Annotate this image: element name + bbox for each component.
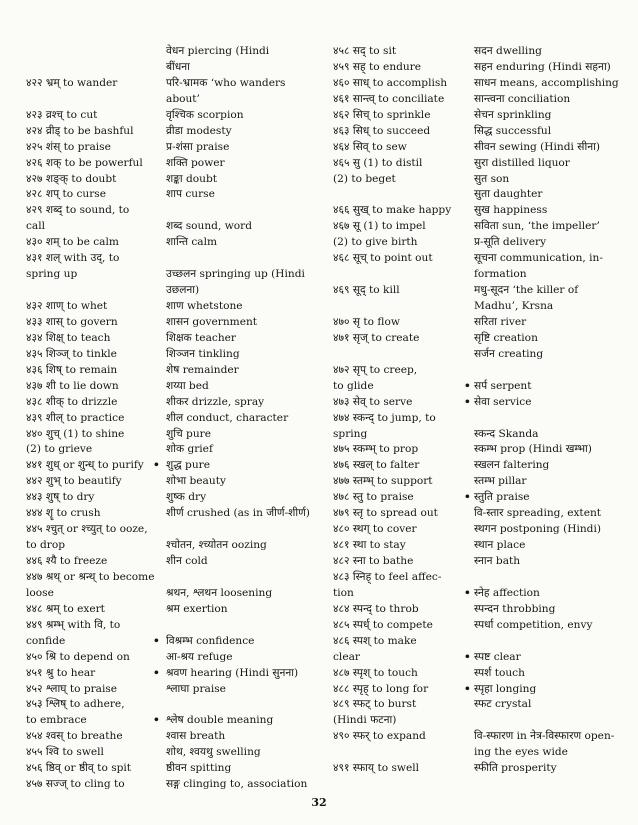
entry-root: ४५१ श्रु to hear [26, 666, 96, 679]
entry-row [26, 474, 318, 490]
entry-row [333, 251, 633, 267]
entry-derivative: श्वास breath [166, 730, 226, 743]
entry-row [333, 586, 633, 602]
entry-root: ४७१ सृज् to create [333, 331, 420, 344]
entry-row [333, 745, 633, 761]
entry-row [26, 427, 318, 443]
entry-derivative: शाण whetstone [166, 300, 243, 312]
entry-root: call [26, 220, 46, 233]
entry-row [26, 697, 318, 713]
entry-root: ४२७ शङ्क् to doubt [26, 172, 117, 185]
entry-derivative: शब्द sound, word [166, 220, 252, 233]
entry-root: ४४५ श्चुत् or श्च्युत् to ooze, [26, 523, 148, 536]
entry-derivative: शङ्का doubt [166, 172, 218, 185]
entry-root: ४३५ शिञ्ज् to tinkle [26, 347, 117, 360]
entry-root: to embrace [26, 714, 87, 727]
entry-row [333, 506, 633, 522]
entry-row [26, 379, 318, 395]
entry-bullet-mark: • [464, 650, 471, 663]
entry-bullet-mark: • [464, 395, 471, 408]
entry-row [333, 602, 633, 618]
entry-root: ४८१ स्था to stay [333, 539, 406, 552]
entry-row [333, 44, 633, 60]
entry-row [26, 203, 318, 219]
entry-derivative: सुता daughter [474, 188, 543, 201]
entry-row [26, 634, 318, 650]
entry-derivative: सूचना communication, in- [474, 252, 603, 265]
entry-root: ४८२ स्ना to bathe [333, 555, 414, 567]
entry-row [26, 283, 318, 299]
entry-row [26, 315, 318, 331]
entry-root: ४४४ शॄ to crush [26, 507, 101, 520]
entry-root: ४६७ सू (1) to impel [333, 220, 426, 233]
entry-derivative: व्रीडा modesty [166, 124, 232, 137]
entry-root: ४९० स्फर् to expand [333, 730, 426, 743]
entry-derivative: शोभा beauty [166, 475, 226, 488]
entry-row [26, 363, 318, 379]
entry-derivative: परि-भ्रामक ‘who wanders [166, 76, 286, 89]
entry-root: ४५५ श्वि to swell [26, 746, 104, 759]
entry-derivative: वि-स्तार spreading, extent [474, 507, 602, 520]
entry-derivative: श्लाघा praise [166, 682, 226, 695]
entry-row [26, 618, 318, 634]
entry-row [26, 92, 318, 108]
entry-row [333, 108, 633, 124]
entry-row [333, 761, 633, 777]
entry-derivative: श्रथन, श्लथन loosening [166, 586, 273, 599]
entry-root: loose [26, 586, 54, 599]
entry-derivative: स्पष्ट clear [474, 650, 521, 663]
entry-root: (Hindi फटना) [333, 714, 397, 727]
entry-row [333, 538, 633, 554]
entry-derivative: उच्छलन springing up (Hindi [166, 268, 305, 281]
entry-derivative: ing the eyes wide [474, 746, 568, 759]
entry-root: ४२२ भ्रम् to wander [26, 76, 118, 89]
entry-derivative: सुत son [474, 172, 510, 185]
entry-root: ४६९ सूद् to kill [333, 284, 400, 297]
page-number: 32 [311, 796, 327, 809]
entry-root: ४८६ स्पश् to make [333, 634, 417, 647]
entry-root: ४४८ श्रम् to exert [26, 602, 105, 615]
entry-root: ४४० शुच् (1) to shine [26, 427, 125, 440]
entry-derivative: श्रवण hearing (Hindi सुनना) [166, 666, 299, 679]
entry-derivative: श्रम exertion [166, 602, 228, 615]
entry-derivative: स्पन्दन throbbing [474, 602, 556, 615]
entry-root: ४४३ शुष् to dry [26, 491, 95, 504]
entry-derivative: about’ [166, 92, 200, 105]
entry-root: ४७६ स्खल् to falter [333, 459, 420, 472]
entry-derivative: सेवा service [474, 395, 532, 408]
entry-bullet-mark: • [153, 634, 160, 647]
entry-row [333, 299, 633, 315]
entry-bullet-mark: • [464, 491, 471, 504]
entry-derivative: सान्त्वना conciliation [474, 92, 571, 105]
entry-derivative: शुद्ध pure [166, 459, 210, 472]
entry-row [333, 187, 633, 203]
entry-root: ४८० स्थग् to cover [333, 523, 417, 536]
entry-row [26, 60, 318, 76]
entry-row [26, 219, 318, 235]
entry-row [333, 650, 633, 666]
entry-row [333, 427, 633, 443]
entry-root: confide [26, 634, 66, 647]
entry-row [333, 156, 633, 172]
entry-derivative: स्खलन faltering [474, 459, 550, 472]
entry-derivative: सविता sun, ‘the impeller’ [474, 220, 600, 233]
entry-root: ४७७ स्तम्भ् to support [333, 475, 433, 488]
entry-root: ४७० सृ to flow [333, 315, 400, 328]
entry-row [26, 347, 318, 363]
entry-row [333, 283, 633, 299]
entry-root: spring [333, 427, 368, 440]
entry-row [26, 442, 318, 458]
entry-derivative: स्नेह affection [474, 586, 540, 599]
entry-derivative: शुचि pure [166, 427, 211, 440]
entry-derivative: प्र-सूति delivery [474, 236, 547, 249]
entry-root: ४२९ शब्द् to sound, to [26, 204, 130, 217]
entry-row [26, 745, 318, 761]
entry-row [26, 156, 318, 172]
entry-derivative: मधु-सूदन ‘the killer of [474, 284, 579, 297]
entry-root: ४४७ श्रथ् or श्रन्थ् to become [26, 570, 155, 583]
entry-derivative: आ-श्रय refuge [166, 650, 233, 663]
entry-derivative: सर्जन creating [474, 347, 544, 360]
entry-row [333, 554, 633, 570]
entry-bullet-mark: • [464, 379, 471, 392]
entry-row [333, 570, 633, 586]
entry-derivative: स्नान bath [474, 555, 521, 567]
entry-row [26, 602, 318, 618]
entry-derivative: शाप curse [166, 188, 215, 201]
entry-derivative: विश्रम्भ confidence [166, 634, 255, 647]
entry-derivative: सुख happiness [474, 204, 548, 217]
entry-root: ४२३ व्रश्च् to cut [26, 108, 98, 121]
entry-row [26, 187, 318, 203]
entry-root: tion [333, 586, 354, 599]
entry-derivative: Madhu’, Krsna [474, 300, 554, 312]
entry-root: ४५२ श्लाघ् to praise [26, 682, 118, 695]
entry-root: ४६६ सुख् to make happy [333, 204, 452, 217]
right-column [333, 44, 633, 777]
entry-root: ४५६ ष्ठिव् or ष्ठीव् to spit [26, 762, 132, 775]
entry-root: ४८८ स्पृह् to long for [333, 682, 429, 695]
entry-derivative: सुरा distilled liquor [474, 156, 570, 169]
entry-row [333, 697, 633, 713]
entry-derivative: वि-स्फारण in नेत्र-विस्फारण open- [474, 730, 615, 743]
entry-root: ४६८ सूच् to point out [333, 252, 433, 265]
entry-row [26, 331, 318, 347]
entry-derivative: सङ्ग clinging to, association [166, 778, 308, 791]
entry-derivative: स्पृहा longing [474, 682, 537, 695]
entry-derivative: वृश्चिक scorpion [166, 108, 244, 121]
entry-root: ४५३ श्लिष् to adhere, [26, 698, 125, 711]
entry-root: ४७२ सृप् to creep, [333, 363, 418, 376]
entry-row [26, 522, 318, 538]
entry-root: ४६४ सिव् to sew [333, 140, 407, 153]
entry-row [26, 76, 318, 92]
entry-row [333, 315, 633, 331]
entry-root: ४३७ शी to lie down [26, 379, 119, 392]
entry-row [26, 124, 318, 140]
entry-derivative: वेधन piercing (Hindi [166, 45, 270, 57]
entry-root: ४६२ सिच् to sprinkle [333, 108, 431, 121]
entry-derivative: बींधना [166, 60, 190, 73]
entry-row [26, 713, 318, 729]
entry-root: ४४२ शुभ् to beautify [26, 475, 122, 488]
entry-root: ४५९ सह् to endure [333, 60, 422, 73]
entry-row [26, 682, 318, 698]
entry-derivative: शोक grief [166, 443, 213, 456]
entry-derivative: स्थान place [474, 539, 526, 552]
entry-derivative: श्चोतन, श्च्योतन oozing [166, 539, 267, 552]
entry-root: ४३३ शास् to govern [26, 315, 118, 328]
entry-row [26, 108, 318, 124]
entry-root: ४२५ शंस् to praise [26, 140, 111, 153]
entry-row [26, 666, 318, 682]
entry-derivative: formation [474, 268, 527, 281]
entry-root: ४७३ सेव् to serve [333, 395, 413, 408]
entry-row [26, 777, 318, 793]
entry-row [333, 140, 633, 156]
entry-derivative: शीन cold [166, 555, 208, 567]
entry-row [333, 235, 633, 251]
entry-row [333, 379, 633, 395]
entry-root: (2) to give birth [333, 236, 418, 249]
entry-row [333, 474, 633, 490]
entry-root: ४३२ शाण् to whet [26, 300, 108, 312]
entry-derivative: स्फट crystal [474, 698, 532, 711]
entry-derivative: शुष्क dry [166, 491, 207, 504]
entry-derivative: शय्या bed [166, 379, 209, 392]
entry-derivative: सर्प serpent [474, 379, 532, 392]
entry-derivative: स्थगन postponing (Hindi) [474, 523, 601, 536]
entry-root: (2) to grieve [26, 443, 93, 456]
entry-row [333, 411, 633, 427]
entry-row [333, 442, 633, 458]
entry-row [333, 92, 633, 108]
entry-row [333, 331, 633, 347]
entry-row [26, 172, 318, 188]
entry-root: ४६५ सु (1) to distil [333, 156, 423, 169]
entry-derivative: शीर्ण crushed (as in जीर्ण-शीर्ण) [166, 507, 310, 520]
entry-root: clear [333, 650, 360, 663]
entry-root: ४६१ सान्त्व् to conciliate [333, 92, 445, 105]
entry-row [333, 458, 633, 474]
entry-row [26, 554, 318, 570]
entry-root: ४८५ स्पर्ध् to compete [333, 618, 433, 631]
entry-row [333, 682, 633, 698]
entry-root: ४३६ शिष् to remain [26, 363, 118, 376]
entry-derivative: श्लेष double meaning [166, 714, 274, 727]
entry-root: ४७४ स्कन्द् to jump, to [333, 411, 436, 424]
entry-row [333, 618, 633, 634]
entry-root: ४३८ शीक् to drizzle [26, 395, 118, 408]
entry-derivative: स्तम्भ pillar [474, 475, 527, 488]
entry-root: ४५७ सज्ज् to cling to [26, 778, 125, 791]
entry-row [26, 235, 318, 251]
entry-root: ४९१ स्फाय् to swell [333, 762, 419, 775]
left-column [26, 44, 318, 793]
entry-row [26, 586, 318, 602]
entry-row [333, 76, 633, 92]
entry-root: ४७८ स्तु to praise [333, 491, 414, 504]
entry-root: to drop [26, 539, 66, 552]
entry-root: ४८३ स्निह् to feel affec- [333, 570, 442, 583]
entry-root: to glide [333, 379, 374, 392]
entry-root: ४६० साध् to accomplish [333, 76, 448, 89]
entry-root: ४५४ श्वस् to breathe [26, 730, 123, 743]
entry-derivative: स्तुति praise [474, 491, 530, 504]
entry-row [333, 395, 633, 411]
entry-root: ४२८ शप् to curse [26, 188, 107, 201]
entry-derivative: शीकर drizzle, spray [166, 395, 265, 408]
entry-row [333, 713, 633, 729]
entry-row [26, 506, 318, 522]
entry-root: ४४९ श्रम्भ् with वि, to [26, 618, 121, 631]
entry-root: ४२६ शक् to be powerful [26, 156, 143, 169]
entry-row [333, 203, 633, 219]
entry-row [26, 44, 318, 60]
entry-derivative: सरिता river [474, 315, 527, 328]
entry-derivative: सीवन sewing (Hindi सीना) [474, 140, 600, 153]
entry-row [26, 570, 318, 586]
entry-row [333, 363, 633, 379]
entry-row [26, 395, 318, 411]
entry-derivative: उछलना) [166, 284, 200, 297]
entry-derivative: शिक्षक teacher [166, 331, 236, 344]
entry-row [333, 124, 633, 140]
entry-row [26, 761, 318, 777]
entry-row [26, 650, 318, 666]
entry-bullet-mark: • [464, 682, 471, 695]
entry-root: spring up [26, 268, 78, 281]
entry-row [26, 729, 318, 745]
entry-derivative: साधन means, accomplishing [474, 76, 619, 89]
entry-row [333, 729, 633, 745]
entry-row [26, 140, 318, 156]
entry-row [333, 666, 633, 682]
entry-row [333, 267, 633, 283]
entry-row [333, 60, 633, 76]
entry-derivative: शासन government [166, 315, 258, 328]
entry-derivative: शान्ति calm [166, 236, 218, 249]
entry-derivative: सृष्टि creation [474, 331, 538, 344]
entry-derivative: स्फीति prosperity [474, 762, 557, 775]
entry-root: ४७५ स्कम्भ् to prop [333, 443, 419, 456]
entry-bullet-mark: • [464, 586, 471, 599]
entry-derivative: प्र-शंसा praise [166, 140, 230, 153]
entry-root: ४८७ स्पृश् to touch [333, 666, 418, 679]
entry-root: ४३० शम् to be calm [26, 236, 119, 249]
entry-root: ४२४ व्रीड् to be bashful [26, 124, 134, 137]
entry-row [333, 219, 633, 235]
entry-row [26, 251, 318, 267]
entry-bullet-mark: • [153, 459, 160, 472]
entry-root: ४४१ शुध् or शुन्ध् to purify [26, 459, 144, 472]
entry-derivative: स्पर्धा competition, envy [474, 618, 593, 631]
entry-derivative: सहन enduring (Hindi सहना) [474, 60, 611, 73]
entry-row [333, 172, 633, 188]
entry-root: ४३१ शल् with उद्, to [26, 252, 120, 265]
entry-derivative: स्कम्भ prop (Hindi खम्भा) [474, 443, 592, 456]
entry-root: ४५० श्रि to depend on [26, 650, 130, 663]
entry-root: ४६३ सिध् to succeed [333, 124, 431, 137]
entry-derivative: सदन dwelling [474, 45, 542, 57]
entry-row [26, 411, 318, 427]
entry-root: (2) to beget [333, 172, 396, 185]
entry-row [26, 458, 318, 474]
entry-bullet-mark: • [153, 666, 160, 679]
entry-row [333, 522, 633, 538]
entry-derivative: शक्ति power [166, 156, 225, 169]
entry-root: ४३९ शील् to practice [26, 411, 125, 424]
entry-row [333, 634, 633, 650]
entry-root: ४८४ स्पन्द् to throb [333, 602, 419, 615]
entry-derivative: शोथ, श्वयथु swelling [166, 746, 261, 759]
entry-row [26, 267, 318, 283]
entry-row [26, 538, 318, 554]
entry-derivative: सिद्ध successful [474, 124, 552, 137]
entry-root: ४४६ श्यै to freeze [26, 555, 108, 567]
entry-root: ४५८ सद् to sit [333, 45, 397, 57]
entry-derivative: शेष remainder [166, 363, 239, 376]
entry-row [333, 490, 633, 506]
entry-derivative: शिञ्जन tinkling [166, 347, 240, 360]
entry-derivative: सेचन sprinkling [474, 108, 552, 121]
entry-root: ४७९ स्तृ to spread out [333, 507, 438, 520]
entry-row [26, 490, 318, 506]
entry-row [333, 347, 633, 363]
entry-root: ४८९ स्फट् to burst [333, 698, 417, 711]
entry-bullet-mark: • [153, 714, 160, 727]
entry-derivative: शील conduct, character [166, 411, 289, 424]
entry-root: ४३४ शिक्ष् to teach [26, 331, 111, 344]
entry-derivative: ष्ठीवन spitting [166, 762, 232, 775]
entry-derivative: स्कन्द Skanda [474, 427, 539, 440]
entry-row [26, 299, 318, 315]
entry-derivative: स्पर्श touch [474, 666, 525, 679]
